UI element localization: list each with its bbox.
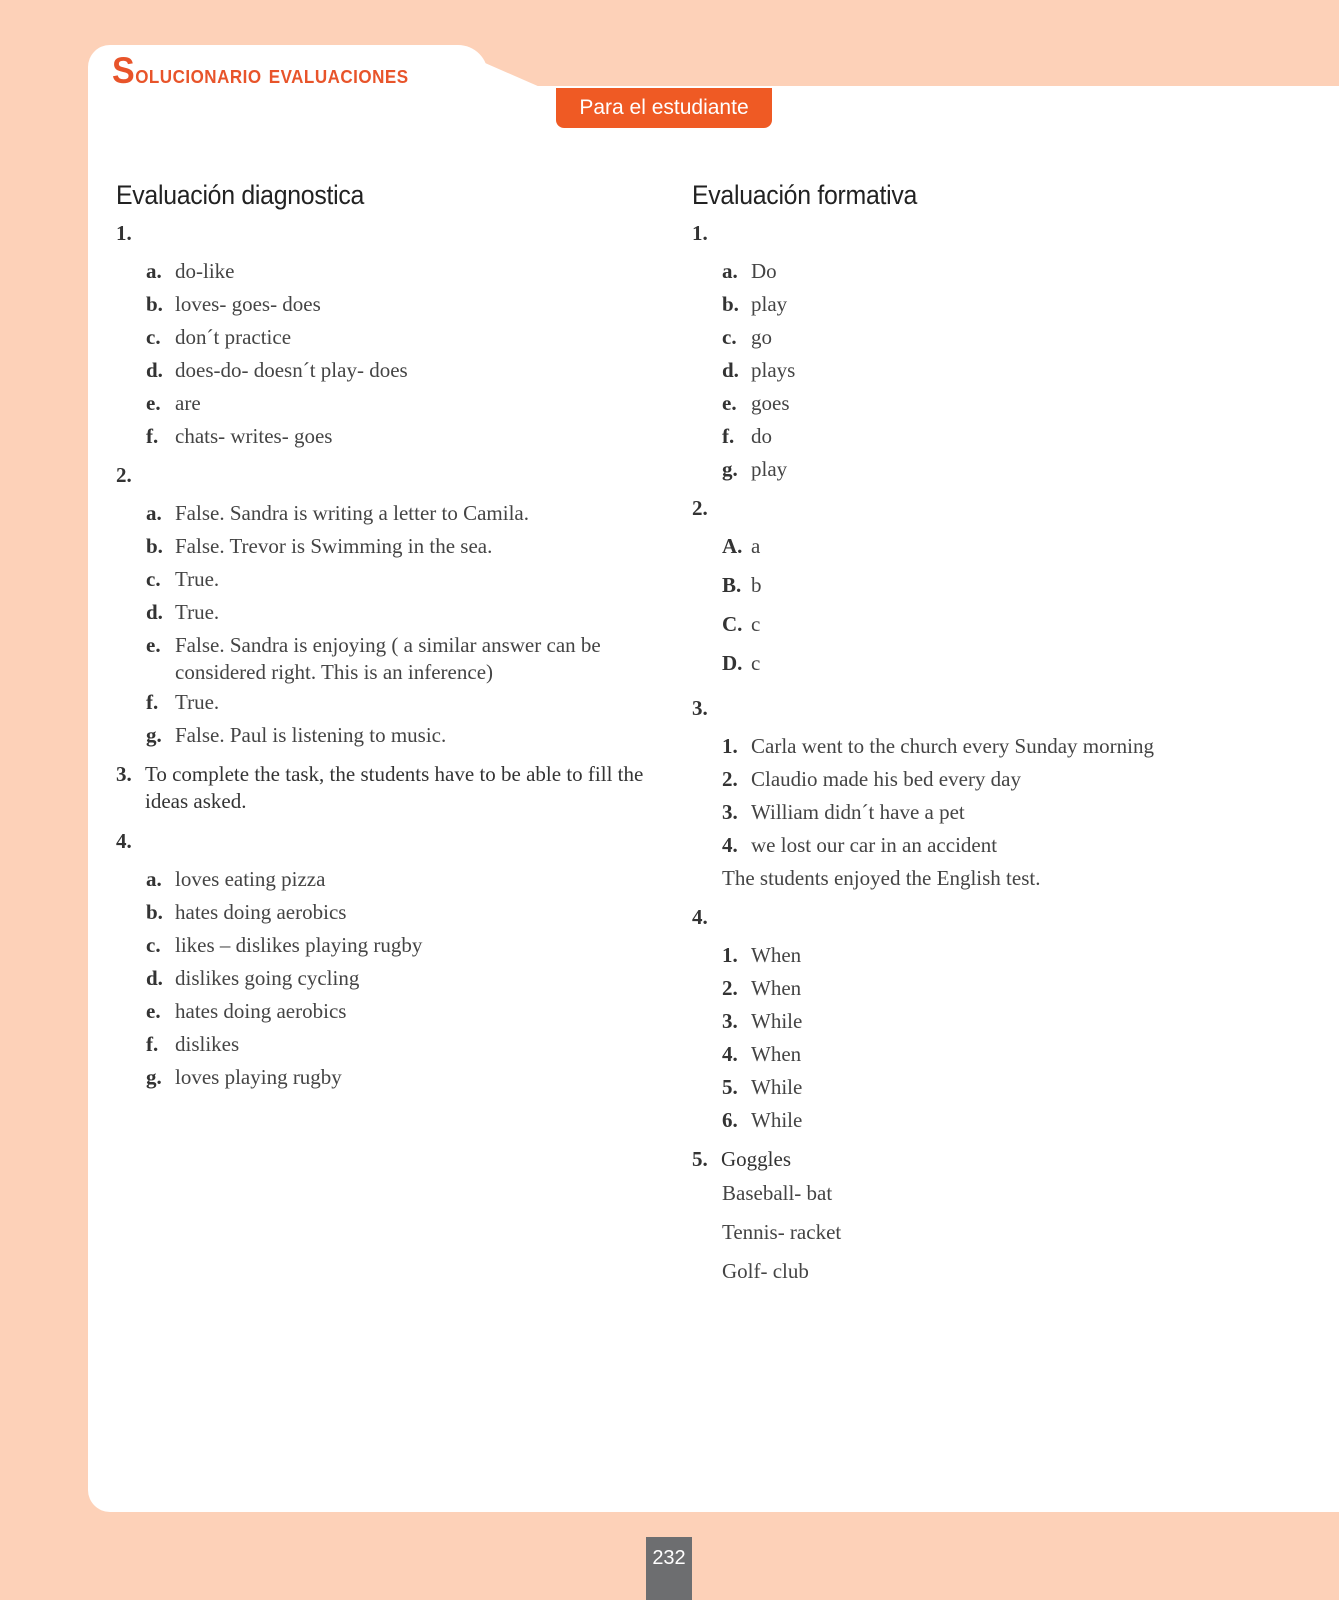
answer-list — [692, 255, 1232, 486]
answer-text: loves playing rugby — [175, 1065, 342, 1089]
page-number: 232 — [646, 1537, 692, 1600]
answer-item — [146, 563, 656, 596]
header-tab-slope — [420, 45, 540, 87]
answer-item — [146, 354, 656, 387]
answer-label: d. — [146, 600, 163, 624]
answer-item — [722, 569, 1232, 608]
answer-text: don´t practice — [175, 325, 292, 349]
answer-text: loves eating pizza — [175, 867, 326, 891]
answer-item — [146, 530, 656, 563]
answer-text: When — [751, 1042, 802, 1066]
answer-label: e. — [146, 391, 161, 415]
answer-text: William didn´t have a pet — [751, 800, 965, 824]
answer-label: g. — [146, 1065, 162, 1089]
answer-list — [692, 939, 1232, 1137]
header-title-initial: S — [112, 50, 136, 92]
answer-item — [722, 1005, 1232, 1038]
question-3 — [116, 758, 656, 815]
answer-item — [146, 1028, 656, 1061]
answer-item — [146, 929, 656, 962]
answer-text: True. — [175, 690, 220, 714]
answer-item — [146, 896, 656, 929]
question-2 — [116, 459, 656, 752]
answer-text: While — [751, 1108, 803, 1132]
answer-label: 1. — [722, 734, 738, 758]
answer-text: chats- writes- goes — [175, 424, 333, 448]
answer-item — [146, 420, 656, 453]
answer-text: does-do- doesn´t play- does — [175, 358, 408, 382]
answer-text: plays — [751, 358, 796, 382]
answer-item — [146, 863, 656, 896]
answer-label: 2. — [722, 976, 738, 1000]
answer-item — [146, 321, 656, 354]
answer-label: b. — [722, 292, 739, 316]
question-2 — [692, 492, 1232, 686]
answer-text: To complete the task, the students have to be able to fill the ideas asked. — [145, 762, 644, 813]
answer-item — [146, 962, 656, 995]
answer-label: e. — [722, 391, 737, 415]
answer-text: hates doing aerobics — [175, 900, 347, 924]
answer-label: 3. — [722, 1009, 738, 1033]
answer-label: B. — [722, 573, 742, 597]
answer-text: False. Sandra is enjoying ( a similar answer can be considered right. This is an inference) — [175, 633, 601, 684]
answer-item — [146, 288, 656, 321]
answer-label: b. — [146, 900, 163, 924]
answer-item — [146, 995, 656, 1028]
answer-item — [146, 497, 656, 530]
answer-item — [722, 829, 1232, 862]
answer-label: d. — [722, 358, 739, 382]
question-1 — [692, 217, 1232, 486]
answer-label: 4. — [722, 1042, 738, 1066]
question-number: 4. — [116, 829, 132, 853]
answer-label: A. — [722, 534, 743, 558]
answer-list — [692, 730, 1232, 862]
answer-label: b. — [146, 534, 163, 558]
answer-label: d. — [146, 358, 163, 382]
header-title — [112, 50, 409, 92]
answer-text: play — [751, 457, 788, 481]
question-3 — [692, 692, 1232, 895]
question-5-first — [692, 1143, 1232, 1173]
answer-item — [146, 387, 656, 420]
answer-label: 4. — [722, 833, 738, 857]
question-number: 1. — [692, 221, 708, 245]
answer-text: When — [751, 943, 802, 967]
answer-list — [692, 530, 1232, 686]
section-title-diagnostica: Evaluación diagnostica — [116, 180, 365, 210]
answer-text: dislikes — [175, 1032, 240, 1056]
answer-text: c — [751, 651, 761, 675]
answer-text: hates doing aerobics — [175, 999, 347, 1023]
answer-text: False. Sandra is writing a letter to Camila. — [175, 501, 530, 525]
answer-text: Goggles — [721, 1147, 791, 1171]
answer-label: e. — [146, 633, 161, 657]
answer-item — [722, 453, 1232, 486]
answer-item — [722, 1071, 1232, 1104]
answer-item — [722, 939, 1232, 972]
answer-item — [722, 1104, 1232, 1137]
answer-label: a. — [146, 259, 162, 283]
answer-label: c. — [146, 933, 161, 957]
answer-label: C. — [722, 612, 743, 636]
answer-text: likes – dislikes playing rugby — [175, 933, 423, 957]
question-number: 1. — [116, 221, 132, 245]
answer-line: Golf- club — [722, 1259, 809, 1283]
answer-label: 1. — [722, 943, 738, 967]
answer-item — [146, 255, 656, 288]
answer-label: c. — [722, 325, 737, 349]
answer-label: D. — [722, 651, 743, 675]
answer-item — [146, 686, 656, 719]
answer-text: Claudio made his bed every day — [751, 767, 1022, 791]
answer-line: Tennis- racket — [722, 1220, 842, 1244]
answer-label: e. — [146, 999, 161, 1023]
answer-text: Carla went to the church every Sunday morning — [751, 734, 1154, 758]
answer-item — [146, 719, 656, 752]
answer-text: are — [175, 391, 201, 415]
answer-label: 3. — [722, 800, 738, 824]
answer-list — [116, 255, 656, 453]
answer-text: c — [751, 612, 761, 636]
answer-label: g. — [146, 723, 162, 747]
answer-text: a — [751, 534, 761, 558]
answer-text: True. — [175, 600, 220, 624]
answer-text: do — [751, 424, 772, 448]
student-badge: Para el estudiante — [556, 88, 772, 128]
answer-item — [722, 387, 1232, 420]
answer-label: c. — [146, 325, 161, 349]
answer-item — [722, 420, 1232, 453]
question-number: 5. — [692, 1147, 708, 1171]
answer-item — [722, 354, 1232, 387]
answer-item — [722, 647, 1232, 686]
answer-text: dislikes going cycling — [175, 966, 360, 990]
right-column — [692, 180, 1232, 1294]
answer-label: f. — [146, 690, 159, 714]
answer-label: b. — [146, 292, 163, 316]
answer-item — [722, 288, 1232, 321]
question-number: 3. — [692, 696, 708, 720]
answer-text: True. — [175, 567, 220, 591]
answer-text: When — [751, 976, 802, 1000]
answer-label: f. — [146, 424, 159, 448]
answer-text: While — [751, 1075, 803, 1099]
answer-text: goes — [751, 391, 790, 415]
header-title-rest: olucionario evaluaciones — [135, 60, 409, 90]
answer-text: do-like — [175, 259, 235, 283]
answer-label: a. — [722, 259, 738, 283]
answer-text: loves- goes- does — [175, 292, 321, 316]
answer-item — [722, 321, 1232, 354]
answer-text: While — [751, 1009, 803, 1033]
question-5 — [692, 1143, 1232, 1294]
answer-text: go — [751, 325, 772, 349]
answer-label: d. — [146, 966, 163, 990]
answer-text: False. Trevor is Swimming in the sea. — [175, 534, 493, 558]
answer-item — [722, 763, 1232, 796]
answer-item — [722, 1038, 1232, 1071]
question-4 — [116, 825, 656, 1094]
answer-label: 5. — [722, 1075, 738, 1099]
question-number: 2. — [116, 463, 132, 487]
answer-item — [722, 972, 1232, 1005]
answer-text: play — [751, 292, 788, 316]
answer-text: we lost our car in an accident — [751, 833, 998, 857]
answer-item — [722, 608, 1232, 647]
answer-label: a. — [146, 501, 162, 525]
section-title-formativa: Evaluación formativa — [692, 180, 918, 210]
answer-label: a. — [146, 867, 162, 891]
answer-label: 6. — [722, 1108, 738, 1132]
question-1 — [116, 217, 656, 453]
answer-item — [146, 596, 656, 629]
answer-item — [722, 730, 1232, 763]
answer-item — [722, 530, 1232, 569]
question-4 — [692, 901, 1232, 1137]
answer-text: b — [751, 573, 762, 597]
question-number: 2. — [692, 496, 708, 520]
answer-label: c. — [146, 567, 161, 591]
answer-item — [722, 255, 1232, 288]
answer-item — [146, 1061, 656, 1094]
answer-label: f. — [146, 1032, 159, 1056]
question-number: 4. — [692, 905, 708, 929]
answer-text: Do — [751, 259, 777, 283]
left-column — [116, 180, 656, 1100]
answer-list — [116, 497, 656, 752]
question-number: 3. — [116, 762, 132, 786]
answer-label: g. — [722, 457, 738, 481]
answer-list — [116, 863, 656, 1094]
answer-line: Baseball- bat — [722, 1181, 833, 1205]
answer-note: The students enjoyed the English test. — [722, 866, 1041, 890]
answer-label: 2. — [722, 767, 738, 791]
answer-text: False. Paul is listening to music. — [175, 723, 447, 747]
answer-item — [722, 796, 1232, 829]
answer-item — [146, 629, 656, 686]
answer-label: f. — [722, 424, 735, 448]
